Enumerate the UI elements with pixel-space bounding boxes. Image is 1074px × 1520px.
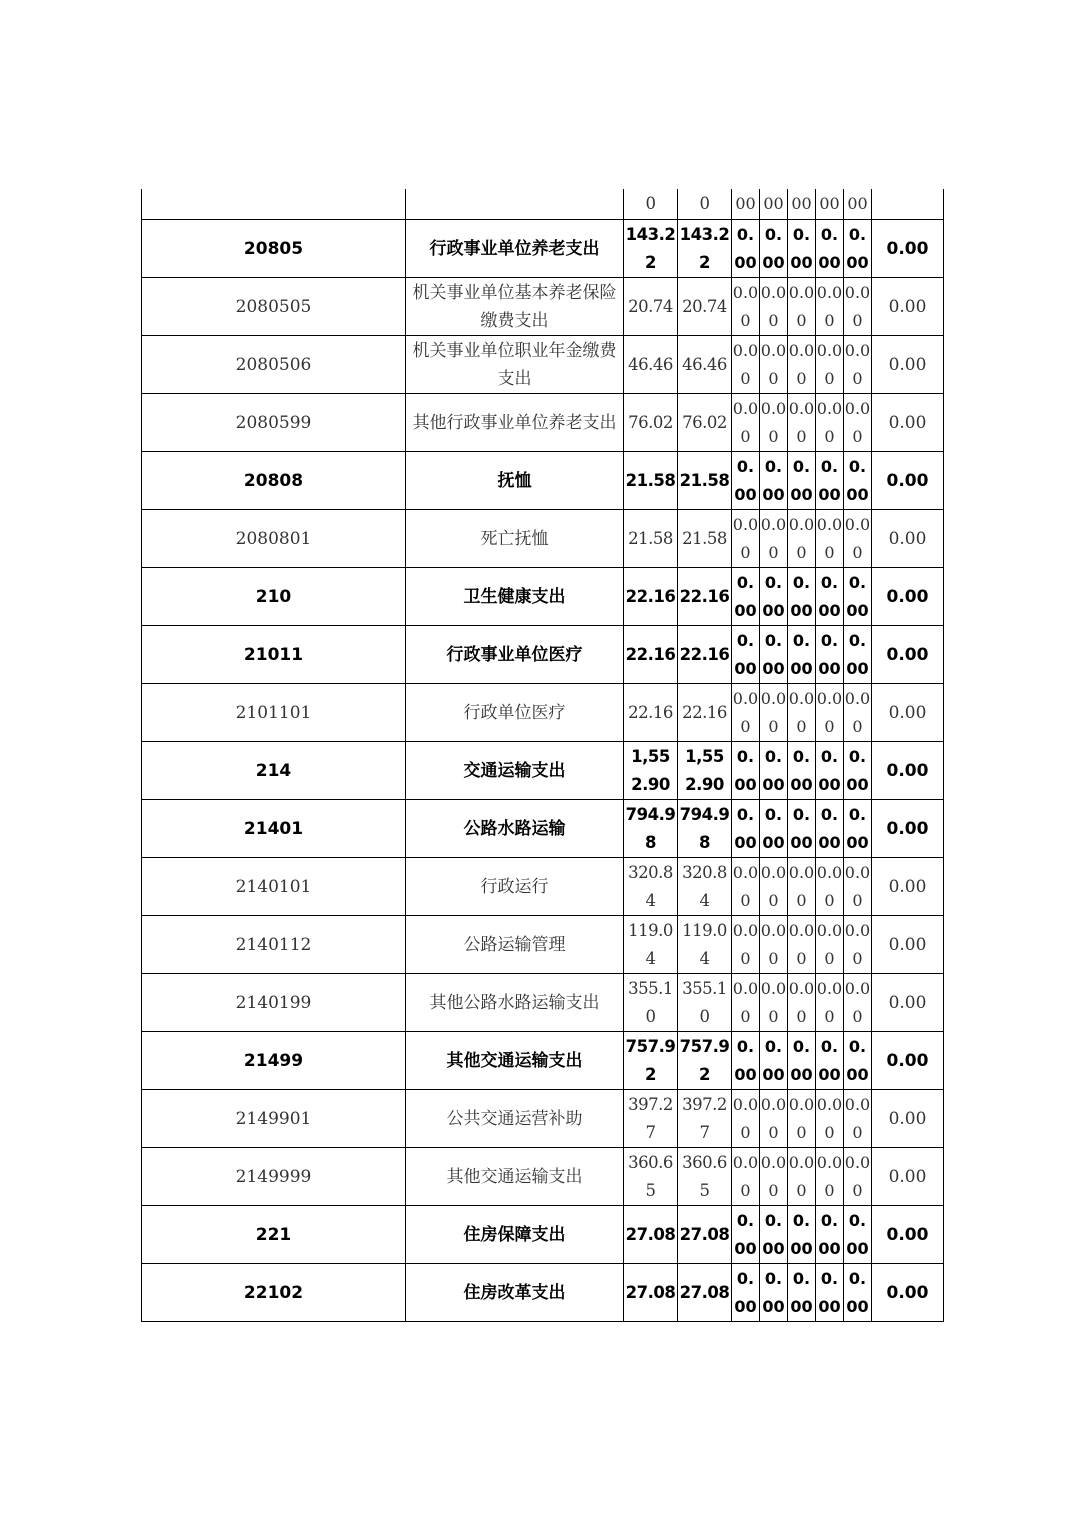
- name-cell: 抚恤: [406, 452, 624, 510]
- zero-cell: 0.00: [844, 1032, 872, 1090]
- zero-cell: 0.00: [816, 626, 844, 684]
- zero-cell: 00: [844, 189, 872, 220]
- amount-cell: 757.92: [624, 1032, 678, 1090]
- code-cell: 21401: [142, 800, 406, 858]
- zero-cell: 0.00: [844, 568, 872, 626]
- total-cell: 0.00: [872, 568, 944, 626]
- code-cell: [142, 189, 406, 220]
- zero-cell: 0.00: [760, 220, 788, 278]
- zero-cell: 0.00: [844, 742, 872, 800]
- zero-cell: 0.00: [788, 1148, 816, 1206]
- zero-cell: 0.00: [844, 800, 872, 858]
- amount-cell: 21.58: [624, 510, 678, 568]
- zero-cell: 0.00: [732, 568, 760, 626]
- zero-cell: 0.00: [816, 510, 844, 568]
- amount-cell: 0: [624, 189, 678, 220]
- code-cell: 214: [142, 742, 406, 800]
- total-cell: 0.00: [872, 916, 944, 974]
- amount-cell: 355.10: [678, 974, 732, 1032]
- name-cell: 其他行政事业单位养老支出: [406, 394, 624, 452]
- name-cell: 其他交通运输支出: [406, 1032, 624, 1090]
- total-cell: 0.00: [872, 974, 944, 1032]
- zero-cell: 0.00: [732, 1264, 760, 1322]
- total-cell: 0.00: [872, 1032, 944, 1090]
- name-cell: 卫生健康支出: [406, 568, 624, 626]
- table-row: [142, 510, 944, 568]
- table-row: [142, 916, 944, 974]
- zero-cell: 0.00: [844, 684, 872, 742]
- zero-cell: 0.00: [788, 626, 816, 684]
- name-cell: 公路水路运输: [406, 800, 624, 858]
- amount-cell: 22.16: [624, 626, 678, 684]
- zero-cell: 0.00: [788, 684, 816, 742]
- name-cell: 住房保障支出: [406, 1206, 624, 1264]
- amount-cell: 27.08: [624, 1264, 678, 1322]
- zero-cell: 0.00: [816, 800, 844, 858]
- total-cell: 0.00: [872, 278, 944, 336]
- zero-cell: 0.00: [816, 742, 844, 800]
- amount-cell: 0: [678, 189, 732, 220]
- name-cell: 死亡抚恤: [406, 510, 624, 568]
- total-cell: 0.00: [872, 1090, 944, 1148]
- amount-cell: 22.16: [678, 684, 732, 742]
- zero-cell: 0.00: [844, 858, 872, 916]
- zero-cell: 00: [816, 189, 844, 220]
- amount-cell: 27.08: [624, 1206, 678, 1264]
- zero-cell: 0.00: [788, 1206, 816, 1264]
- zero-cell: 0.00: [816, 916, 844, 974]
- zero-cell: 0.00: [732, 974, 760, 1032]
- amount-cell: 119.04: [624, 916, 678, 974]
- zero-cell: 0.00: [788, 220, 816, 278]
- zero-cell: 0.00: [816, 336, 844, 394]
- total-cell: 0.00: [872, 394, 944, 452]
- amount-cell: 22.16: [624, 684, 678, 742]
- zero-cell: 0.00: [788, 974, 816, 1032]
- code-cell: 221: [142, 1206, 406, 1264]
- zero-cell: 0.00: [844, 336, 872, 394]
- code-cell: 2140112: [142, 916, 406, 974]
- zero-cell: 0.00: [732, 1148, 760, 1206]
- total-cell: 0.00: [872, 336, 944, 394]
- amount-cell: 360.65: [624, 1148, 678, 1206]
- zero-cell: 0.00: [844, 452, 872, 510]
- zero-cell: 0.00: [760, 742, 788, 800]
- zero-cell: 0.00: [844, 974, 872, 1032]
- total-cell: 0.00: [872, 510, 944, 568]
- name-cell: 其他公路水路运输支出: [406, 974, 624, 1032]
- zero-cell: 0.00: [788, 1032, 816, 1090]
- table-row: [142, 742, 944, 800]
- zero-cell: 0.00: [732, 800, 760, 858]
- code-cell: 2080599: [142, 394, 406, 452]
- zero-cell: 0.00: [760, 452, 788, 510]
- total-cell: 0.00: [872, 800, 944, 858]
- total-cell: [872, 189, 944, 220]
- table-row: [142, 394, 944, 452]
- zero-cell: 0.00: [816, 974, 844, 1032]
- zero-cell: 0.00: [844, 278, 872, 336]
- table-row: [142, 684, 944, 742]
- code-cell: 2101101: [142, 684, 406, 742]
- zero-cell: 0.00: [760, 916, 788, 974]
- name-cell: [406, 189, 624, 220]
- zero-cell: 0.00: [844, 916, 872, 974]
- zero-cell: 0.00: [732, 336, 760, 394]
- table-row: [142, 1032, 944, 1090]
- zero-cell: 0.00: [816, 1090, 844, 1148]
- amount-cell: 22.16: [678, 568, 732, 626]
- zero-cell: 0.00: [816, 684, 844, 742]
- zero-cell: 0.00: [732, 742, 760, 800]
- table-row: [142, 278, 944, 336]
- zero-cell: 0.00: [760, 394, 788, 452]
- table-row: [142, 800, 944, 858]
- zero-cell: 0.00: [760, 974, 788, 1032]
- zero-cell: 0.00: [732, 858, 760, 916]
- name-cell: 其他交通运输支出: [406, 1148, 624, 1206]
- table-row: [142, 1148, 944, 1206]
- amount-cell: 22.16: [678, 626, 732, 684]
- zero-cell: 0.00: [816, 394, 844, 452]
- total-cell: 0.00: [872, 452, 944, 510]
- zero-cell: 0.00: [816, 278, 844, 336]
- total-cell: 0.00: [872, 1206, 944, 1264]
- name-cell: 行政事业单位养老支出: [406, 220, 624, 278]
- name-cell: 行政单位医疗: [406, 684, 624, 742]
- zero-cell: 0.00: [816, 452, 844, 510]
- amount-cell: 20.74: [624, 278, 678, 336]
- total-cell: 0.00: [872, 684, 944, 742]
- zero-cell: 0.00: [844, 394, 872, 452]
- code-cell: 2080801: [142, 510, 406, 568]
- zero-cell: 0.00: [732, 220, 760, 278]
- total-cell: 0.00: [872, 220, 944, 278]
- amount-cell: 397.27: [624, 1090, 678, 1148]
- total-cell: 0.00: [872, 1148, 944, 1206]
- zero-cell: 0.00: [732, 510, 760, 568]
- amount-cell: 21.58: [624, 452, 678, 510]
- zero-cell: 0.00: [760, 278, 788, 336]
- table-row: [142, 1206, 944, 1264]
- zero-cell: 0.00: [760, 510, 788, 568]
- table-row: [142, 1264, 944, 1322]
- zero-cell: 0.00: [760, 800, 788, 858]
- zero-cell: 0.00: [816, 1206, 844, 1264]
- amount-cell: 143.22: [624, 220, 678, 278]
- zero-cell: 0.00: [844, 510, 872, 568]
- code-cell: 2140101: [142, 858, 406, 916]
- table-row: [142, 1090, 944, 1148]
- zero-cell: 0.00: [732, 626, 760, 684]
- zero-cell: 0.00: [816, 1148, 844, 1206]
- table-row: [142, 858, 944, 916]
- amount-cell: 21.58: [678, 452, 732, 510]
- zero-cell: 0.00: [760, 568, 788, 626]
- zero-cell: 0.00: [788, 568, 816, 626]
- table-row: [142, 626, 944, 684]
- zero-cell: 0.00: [760, 1148, 788, 1206]
- zero-cell: 0.00: [760, 684, 788, 742]
- code-cell: 210: [142, 568, 406, 626]
- table-row: [142, 220, 944, 278]
- zero-cell: 0.00: [760, 1206, 788, 1264]
- zero-cell: 0.00: [732, 1206, 760, 1264]
- code-cell: 2149901: [142, 1090, 406, 1148]
- total-cell: 0.00: [872, 1264, 944, 1322]
- zero-cell: 0.00: [760, 1090, 788, 1148]
- total-cell: 0.00: [872, 742, 944, 800]
- name-cell: 公路运输管理: [406, 916, 624, 974]
- amount-cell: 27.08: [678, 1206, 732, 1264]
- zero-cell: 0.00: [732, 394, 760, 452]
- zero-cell: 0.00: [732, 452, 760, 510]
- zero-cell: 0.00: [760, 858, 788, 916]
- zero-cell: 00: [760, 189, 788, 220]
- table-row: [142, 189, 944, 220]
- zero-cell: 00: [788, 189, 816, 220]
- zero-cell: 0.00: [844, 220, 872, 278]
- table-row: [142, 452, 944, 510]
- amount-cell: 1,552.90: [678, 742, 732, 800]
- amount-cell: 143.22: [678, 220, 732, 278]
- zero-cell: 0.00: [732, 1090, 760, 1148]
- amount-cell: 1,552.90: [624, 742, 678, 800]
- zero-cell: 0.00: [788, 336, 816, 394]
- code-cell: 21499: [142, 1032, 406, 1090]
- zero-cell: 0.00: [788, 800, 816, 858]
- budget-table: [141, 189, 944, 1322]
- zero-cell: 0.00: [844, 1148, 872, 1206]
- table-row: [142, 974, 944, 1032]
- amount-cell: 119.04: [678, 916, 732, 974]
- zero-cell: 0.00: [760, 1032, 788, 1090]
- amount-cell: 46.46: [678, 336, 732, 394]
- zero-cell: 0.00: [788, 858, 816, 916]
- zero-cell: 0.00: [760, 1264, 788, 1322]
- zero-cell: 0.00: [844, 1264, 872, 1322]
- zero-cell: 0.00: [844, 626, 872, 684]
- zero-cell: 0.00: [816, 568, 844, 626]
- amount-cell: 21.58: [678, 510, 732, 568]
- zero-cell: 0.00: [788, 1264, 816, 1322]
- zero-cell: 0.00: [816, 1264, 844, 1322]
- zero-cell: 0.00: [760, 336, 788, 394]
- code-cell: 20805: [142, 220, 406, 278]
- name-cell: 行政运行: [406, 858, 624, 916]
- table-row: [142, 568, 944, 626]
- zero-cell: 0.00: [788, 452, 816, 510]
- code-cell: 2080506: [142, 336, 406, 394]
- zero-cell: 0.00: [788, 742, 816, 800]
- zero-cell: 0.00: [732, 684, 760, 742]
- zero-cell: 0.00: [788, 510, 816, 568]
- zero-cell: 0.00: [732, 916, 760, 974]
- zero-cell: 0.00: [788, 916, 816, 974]
- amount-cell: 397.27: [678, 1090, 732, 1148]
- total-cell: 0.00: [872, 626, 944, 684]
- amount-cell: 360.65: [678, 1148, 732, 1206]
- zero-cell: 0.00: [732, 1032, 760, 1090]
- zero-cell: 0.00: [732, 278, 760, 336]
- amount-cell: 27.08: [678, 1264, 732, 1322]
- zero-cell: 0.00: [844, 1206, 872, 1264]
- amount-cell: 320.84: [678, 858, 732, 916]
- code-cell: 22102: [142, 1264, 406, 1322]
- zero-cell: 00: [732, 189, 760, 220]
- amount-cell: 46.46: [624, 336, 678, 394]
- name-cell: 交通运输支出: [406, 742, 624, 800]
- code-cell: 2140199: [142, 974, 406, 1032]
- zero-cell: 0.00: [788, 278, 816, 336]
- name-cell: 住房改革支出: [406, 1264, 624, 1322]
- zero-cell: 0.00: [788, 1090, 816, 1148]
- code-cell: 2149999: [142, 1148, 406, 1206]
- amount-cell: 22.16: [624, 568, 678, 626]
- zero-cell: 0.00: [816, 858, 844, 916]
- name-cell: 公共交通运营补助: [406, 1090, 624, 1148]
- zero-cell: 0.00: [816, 1032, 844, 1090]
- name-cell: 机关事业单位职业年金缴费支出: [406, 336, 624, 394]
- code-cell: 20808: [142, 452, 406, 510]
- amount-cell: 76.02: [678, 394, 732, 452]
- amount-cell: 757.92: [678, 1032, 732, 1090]
- amount-cell: 794.98: [678, 800, 732, 858]
- code-cell: 2080505: [142, 278, 406, 336]
- amount-cell: 320.84: [624, 858, 678, 916]
- name-cell: 机关事业单位基本养老保险缴费支出: [406, 278, 624, 336]
- zero-cell: 0.00: [788, 394, 816, 452]
- total-cell: 0.00: [872, 858, 944, 916]
- amount-cell: 355.10: [624, 974, 678, 1032]
- amount-cell: 20.74: [678, 278, 732, 336]
- code-cell: 21011: [142, 626, 406, 684]
- amount-cell: 76.02: [624, 394, 678, 452]
- name-cell: 行政事业单位医疗: [406, 626, 624, 684]
- zero-cell: 0.00: [844, 1090, 872, 1148]
- table-row: [142, 336, 944, 394]
- zero-cell: 0.00: [816, 220, 844, 278]
- amount-cell: 794.98: [624, 800, 678, 858]
- zero-cell: 0.00: [760, 626, 788, 684]
